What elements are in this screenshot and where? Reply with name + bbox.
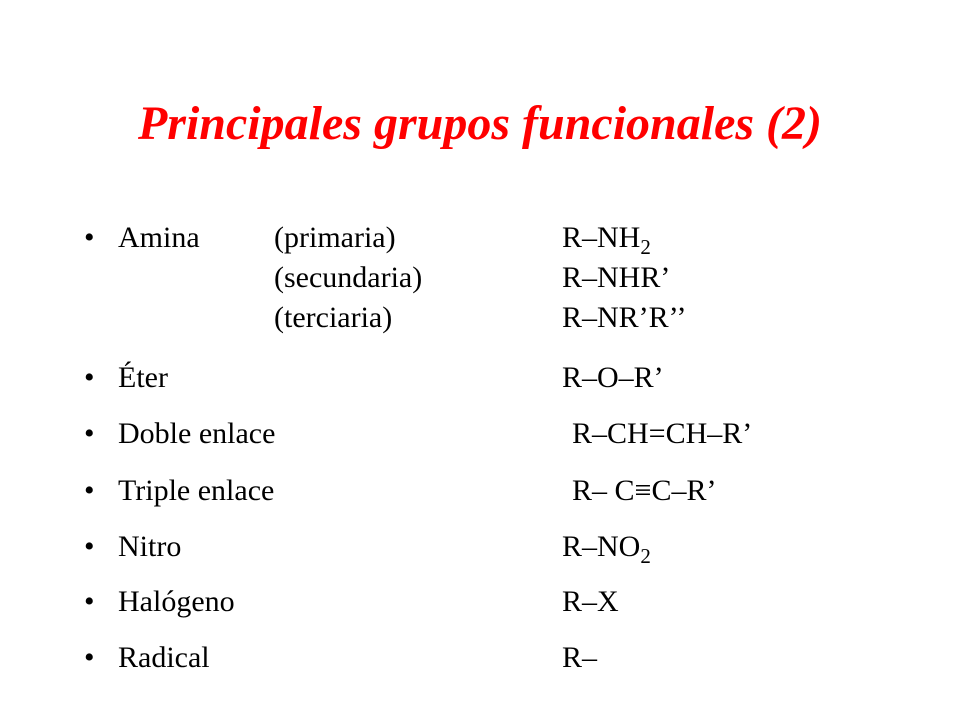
- group-name-radical: Radical: [118, 641, 210, 674]
- formula-amina-terciaria: R–NR’R’’: [562, 301, 687, 334]
- formula-subscript: 2: [640, 544, 651, 568]
- group-name-amina: Amina: [118, 221, 200, 254]
- list-item-radical: [0, 638, 960, 678]
- formula-nitro: [562, 527, 651, 569]
- formula-amina-secundaria: R–NHR’: [562, 261, 671, 294]
- list-item-nitro: [0, 527, 960, 567]
- qualifier-secundaria: (secundaria): [274, 261, 423, 294]
- list-item-eter: [0, 358, 960, 398]
- bullet: •: [84, 530, 95, 563]
- formula-triple-enlace: R– C≡C–R’: [572, 474, 717, 507]
- bullet: •: [84, 641, 95, 674]
- qualifier-terciaria: (terciaria): [274, 301, 393, 334]
- formula-amina-primaria: [562, 218, 651, 260]
- formula-main: R–NH: [562, 221, 641, 254]
- bullet: •: [84, 361, 95, 394]
- formula-halogeno: R–X: [562, 585, 619, 618]
- bullet: •: [84, 585, 95, 618]
- group-name-doble-enlace: Doble enlace: [118, 417, 276, 450]
- bullet: •: [84, 417, 95, 450]
- list-item-amina-primaria: [0, 218, 960, 258]
- formula-eter: R–O–R’: [562, 361, 664, 394]
- group-name-triple-enlace: Triple enlace: [118, 474, 275, 507]
- qualifier-primaria: (primaria): [274, 221, 396, 254]
- list-item-amina-terciaria: [0, 298, 960, 338]
- slide-title: Principales grupos funcionales (2): [137, 97, 823, 150]
- list-item-doble-enlace: [0, 414, 960, 454]
- group-name-halogeno: Halógeno: [118, 585, 235, 618]
- list-item-triple-enlace: [0, 471, 960, 511]
- formula-doble-enlace: R–CH=CH–R’: [572, 417, 753, 450]
- bullet: •: [84, 221, 95, 254]
- formula-radical: R–: [562, 641, 598, 674]
- group-name-nitro: Nitro: [118, 530, 182, 563]
- formula-main: R–NO: [562, 530, 641, 563]
- group-name-eter: Éter: [118, 361, 168, 394]
- list-item-halogeno: [0, 582, 960, 622]
- list-item-amina-secundaria: [0, 258, 960, 298]
- bullet: •: [84, 474, 95, 507]
- formula-subscript: 2: [640, 235, 651, 259]
